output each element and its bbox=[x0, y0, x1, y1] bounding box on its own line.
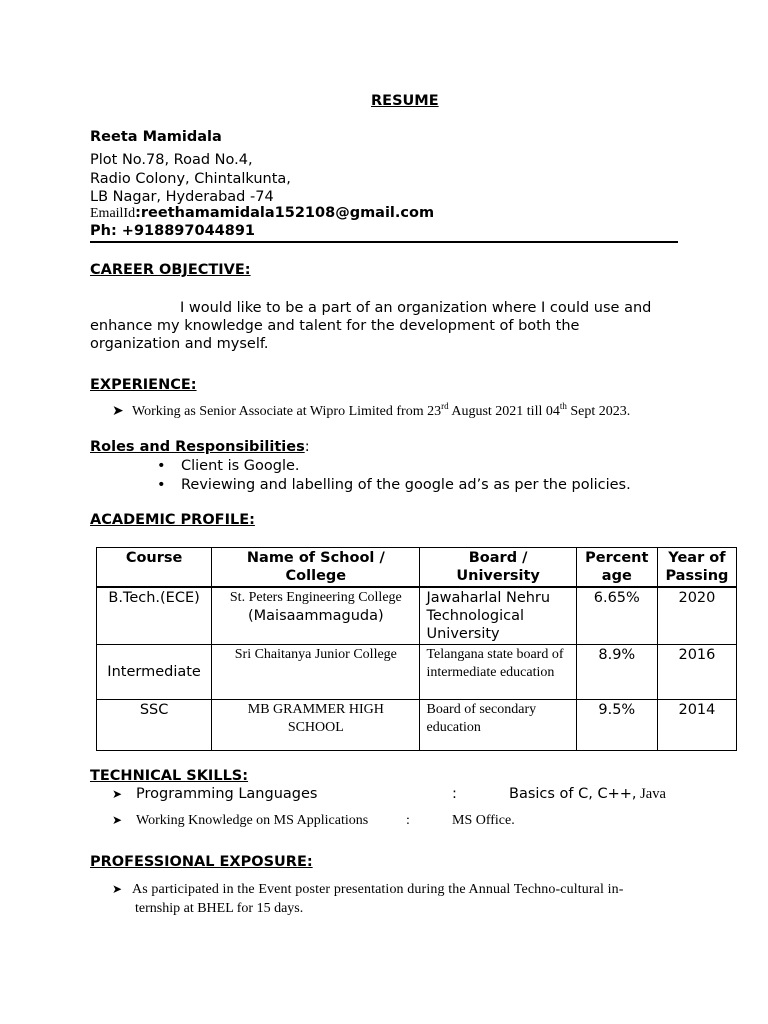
skill-row: ➤ Programming Languages : Basics of C, C++, Java bbox=[112, 786, 666, 802]
career-heading: CAREER OBJECTIVE: bbox=[90, 262, 251, 278]
table-cell: MB GRAMMER HIGH SCHOOL bbox=[212, 700, 420, 751]
column-header: Percent age bbox=[576, 548, 657, 588]
list-item: • Client is Google. bbox=[157, 458, 300, 474]
academic-heading: ACADEMIC PROFILE: bbox=[90, 512, 255, 528]
arrowhead-bullet-icon: ➤ bbox=[112, 882, 123, 896]
candidate-name: Reeta Mamidala bbox=[90, 129, 222, 145]
column-header: Year of Passing bbox=[657, 548, 736, 588]
table-row bbox=[97, 700, 737, 751]
skill-row: ➤ Working Knowledge on MS Applications : MS Office. bbox=[112, 813, 515, 828]
arrowhead-bullet-icon: ➤ bbox=[112, 404, 124, 419]
roles-heading: Roles and Responsibilities: bbox=[90, 439, 310, 455]
roles-list bbox=[157, 457, 631, 494]
career-line: I would like to be a part of an organization where I could use and bbox=[180, 300, 652, 316]
email-line bbox=[90, 205, 434, 222]
table-row bbox=[97, 645, 737, 700]
table-cell: 2020 bbox=[657, 587, 736, 645]
table-row bbox=[97, 587, 737, 645]
table-cell: Jawaharlal Nehru Technological University bbox=[420, 587, 576, 645]
email-value: :reethamamidala152108@gmail.com bbox=[135, 205, 435, 221]
experience-item: ➤ Working as Senior Associate at Wipro Limited from 23rd August 2021 till 04th Sept 2023. bbox=[112, 401, 631, 419]
arrowhead-bullet-icon: ➤ bbox=[112, 813, 123, 827]
table-cell: 8.9% bbox=[576, 645, 657, 700]
experience-heading: EXPERIENCE: bbox=[90, 377, 197, 393]
table-cell: 9.5% bbox=[576, 700, 657, 751]
technical-heading: TECHNICAL SKILLS: bbox=[90, 768, 249, 784]
academic-table bbox=[96, 547, 737, 751]
address-line: Radio Colony, Chintalkunta, bbox=[90, 170, 291, 187]
table-cell: Telangana state board of intermediate education bbox=[420, 645, 576, 700]
career-line: enhance my knowledge and talent for the development of both the bbox=[90, 318, 580, 334]
header-divider bbox=[90, 241, 678, 243]
list-item: • Reviewing and labelling of the google ad’s as per the policies. bbox=[157, 476, 631, 493]
professional-heading: PROFESSIONAL EXPOSURE: bbox=[90, 854, 313, 870]
table-cell: Board of secondary education bbox=[420, 700, 576, 751]
column-header: Course bbox=[97, 548, 212, 588]
table-cell: 2016 bbox=[657, 645, 736, 700]
table-cell: St. Peters Engineering College (Maisaammaguda) bbox=[212, 587, 420, 645]
table-cell: 6.65% bbox=[576, 587, 657, 645]
column-header: Board / University bbox=[420, 548, 576, 588]
table-cell: Intermediate bbox=[97, 645, 212, 700]
resume-title: RESUME bbox=[371, 93, 439, 109]
table-cell: B.Tech.(ECE) bbox=[97, 587, 212, 645]
table-cell: SSC bbox=[97, 700, 212, 751]
email-label: EmailId bbox=[90, 206, 136, 221]
bullet-dot-icon: • bbox=[157, 476, 166, 493]
address-line: LB Nagar, Hyderabad -74 bbox=[90, 189, 274, 205]
bullet-dot-icon: • bbox=[157, 458, 166, 474]
career-line: organization and myself. bbox=[90, 336, 269, 352]
phone-line: Ph: +918897044891 bbox=[90, 223, 256, 239]
career-text bbox=[90, 299, 690, 353]
column-header: Name of School / College bbox=[212, 548, 420, 588]
table-cell: Sri Chaitanya Junior College bbox=[212, 645, 420, 700]
address-block bbox=[90, 151, 291, 207]
table-cell: 2014 bbox=[657, 700, 736, 751]
address-line: Plot No.78, Road No.4, bbox=[90, 152, 253, 168]
arrowhead-bullet-icon: ➤ bbox=[112, 787, 123, 801]
professional-item: ➤ As participated in the Event poster presentation during the Annual Techno-cultural in- ternship at BHEL for 15 days. bbox=[112, 882, 624, 916]
